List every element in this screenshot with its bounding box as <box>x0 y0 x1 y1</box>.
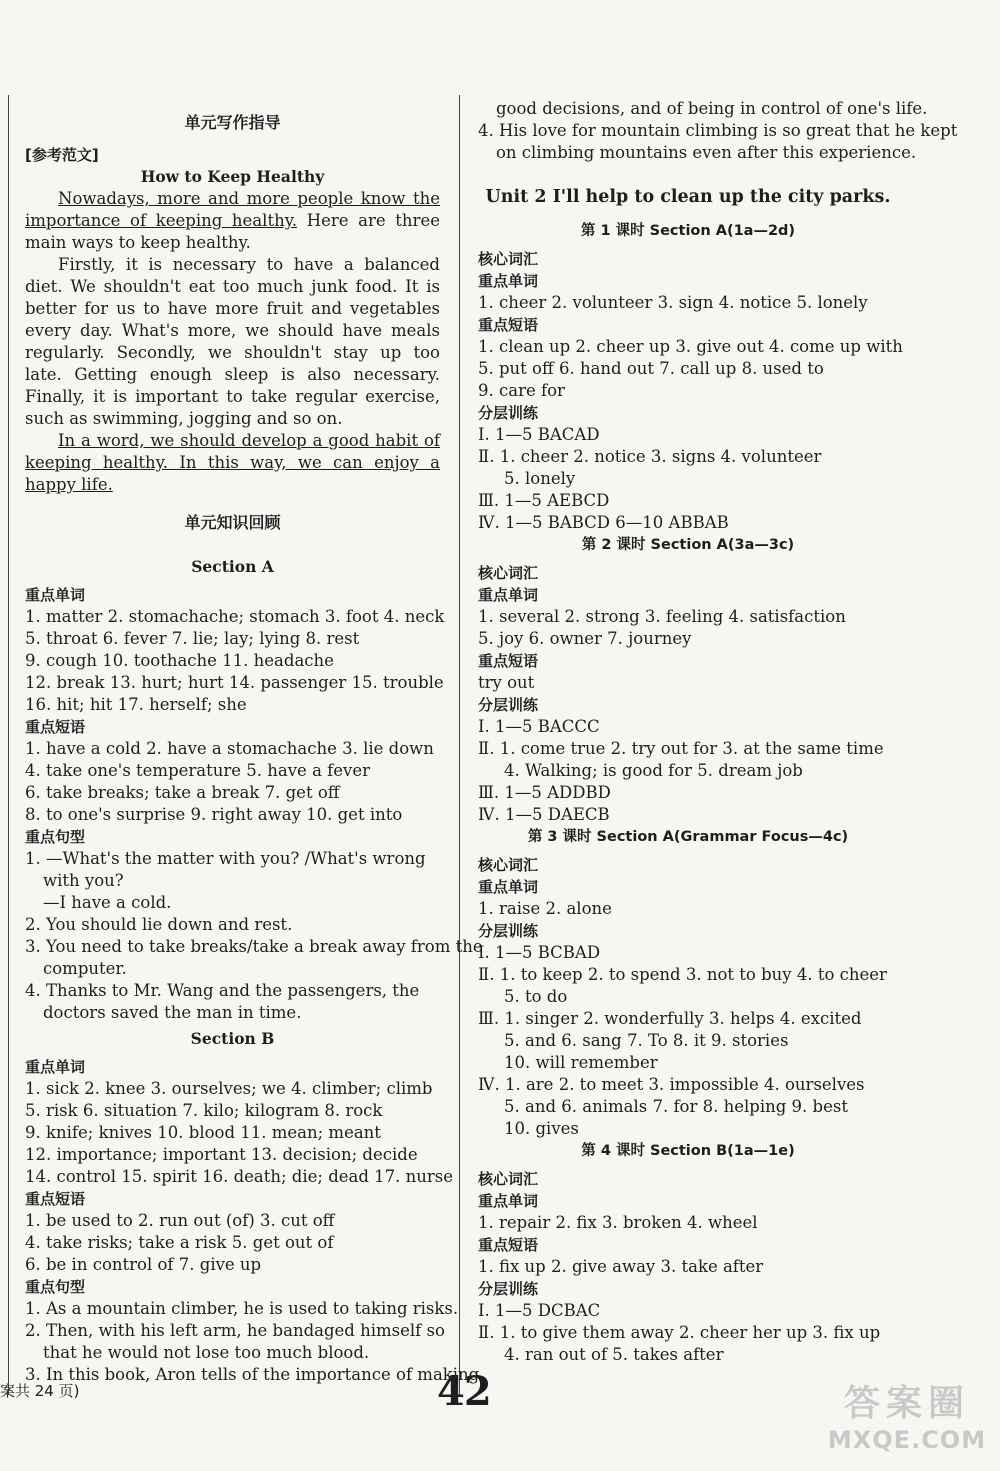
answer-line: 5. put off 6. hand out 7. call up 8. used to <box>478 359 824 378</box>
section-label: 核心词汇 <box>478 564 539 582</box>
essay-paragraph <box>25 430 440 496</box>
section-label: 分层训练 <box>478 404 539 422</box>
answer-line: try out <box>478 673 535 692</box>
answer-line: 12. importance; important 13. decision; decide <box>25 1145 418 1164</box>
answer-line: Ⅱ. 1. to give them away 2. cheer her up 3. fix up <box>478 1323 881 1342</box>
answer-line: 1. fix up 2. give away 3. take after <box>478 1257 764 1276</box>
right-column <box>478 98 958 1366</box>
sentence-line: 1. —What's the matter with you? /What's wrong <box>25 849 426 868</box>
sentence-line: 3. In this book, Aron tells of the importance of making <box>25 1365 480 1384</box>
sentence-line: that he would not lose too much blood. <box>43 1343 370 1362</box>
answer-line: 10. gives <box>504 1119 579 1138</box>
answer-line: 8. to one's surprise 9. right away 10. get into <box>25 805 403 824</box>
lesson-block <box>478 826 898 1140</box>
essay-underlined-sentence: Nowadays, more and more people know the importance of keeping healthy. <box>25 189 440 230</box>
answer-line: Ⅳ. 1—5 BABCD 6—10 ABBAB <box>478 513 729 532</box>
key-sentences-label: 重点句型 <box>25 828 86 846</box>
answer-line: 1. several 2. strong 3. feeling 4. satisfaction <box>478 607 846 626</box>
section-b-phrases <box>25 1210 440 1276</box>
answer-line: 14. control 15. spirit 16. death; die; dead 17. nurse <box>25 1167 454 1186</box>
answer-line: 9. cough 10. toothache 11. headache <box>25 651 334 670</box>
answer-line: 5. to do <box>504 987 568 1006</box>
answer-line: 4. ran out of 5. takes after <box>504 1345 724 1364</box>
essay-underlined-sentence: In a word, we should develop a good habit of keeping healthy. In this way, we can enjoy a happy life. <box>25 431 440 494</box>
answer-line: Ⅱ. 1. come true 2. try out for 3. at the same time <box>478 739 884 758</box>
writing-guide-title: 单元写作指导 <box>184 113 281 132</box>
section-label: 重点短语 <box>478 652 539 670</box>
knowledge-review-title: 单元知识回顾 <box>184 513 281 532</box>
answer-line: Ⅰ. 1—5 BCBAD <box>478 943 601 962</box>
previous-page-continuation <box>478 98 958 164</box>
answer-line: Ⅲ. 1. singer 2. wonderfully 3. helps 4. excited <box>478 1009 862 1028</box>
sentence-line: 2. You should lie down and rest. <box>25 915 293 934</box>
section-a-sentences <box>25 848 483 1024</box>
section-a-phrases <box>25 738 440 826</box>
site-watermark <box>818 1382 996 1454</box>
answer-line: 5. and 6. sang 7. To 8. it 9. stories <box>504 1031 789 1050</box>
lesson-title: 第 3 课时 Section A(Grammar Focus—4c) <box>527 829 849 845</box>
section-label: 核心词汇 <box>478 250 539 268</box>
lesson-block <box>478 1140 898 1366</box>
answer-line: 1. cheer 2. volunteer 3. sign 4. notice 5. lonely <box>478 293 868 312</box>
answer-line: 5. throat 6. fever 7. lie; lay; lying 8. rest <box>25 629 360 648</box>
section-label: 核心词汇 <box>478 856 539 874</box>
answer-line: 4. take risks; take a risk 5. get out of <box>25 1233 334 1252</box>
essay-paragraph <box>25 188 440 254</box>
watermark-logo-text: 答案圈 <box>843 1383 970 1424</box>
section-label: 重点单词 <box>478 1192 539 1210</box>
section-b-sentences <box>25 1298 480 1386</box>
lesson-block <box>478 534 898 826</box>
key-sentences-label: 重点句型 <box>25 1278 86 1296</box>
answer-line: 1. clean up 2. cheer up 3. give out 4. come up with <box>478 337 903 356</box>
sentence-line: 2. Then, with his left arm, he bandaged himself so <box>25 1321 445 1340</box>
lesson-title: 第 1 课时 Section A(1a—2d) <box>580 223 796 239</box>
section-b-heading: Section B <box>190 1029 275 1048</box>
essay-text: Here are three main ways to keep healthy. <box>25 211 440 252</box>
section-a-heading: Section A <box>191 557 274 576</box>
answer-line: 9. knife; knives 10. blood 11. mean; meant <box>25 1123 381 1142</box>
answer-line: 6. be in control of 7. give up <box>25 1255 262 1274</box>
key-words-label: 重点单词 <box>25 586 86 604</box>
sentence-line: with you? <box>43 871 124 890</box>
section-label: 分层训练 <box>478 922 539 940</box>
answer-line: 1. have a cold 2. have a stomachache 3. lie down <box>25 739 434 758</box>
answer-line: 1. repair 2. fix 3. broken 4. wheel <box>478 1213 758 1232</box>
answer-line: Ⅰ. 1—5 BACAD <box>478 425 600 444</box>
lesson-list <box>478 220 903 1366</box>
sentence-line: on climbing mountains even after this experience. <box>496 143 917 162</box>
essay-body <box>25 188 440 496</box>
section-label: 重点单词 <box>478 272 539 290</box>
page-total-label: 案共 24 页) <box>0 1382 80 1400</box>
sentence-line: 4. Thanks to Mr. Wang and the passengers, the <box>25 981 420 1000</box>
answer-line: Ⅰ. 1—5 DCBAC <box>478 1301 601 1320</box>
answer-line: 4. take one's temperature 5. have a fever <box>25 761 370 780</box>
left-column <box>25 98 483 1386</box>
lesson-title: 第 4 课时 Section B(1a—1e) <box>581 1143 795 1159</box>
answer-line: Ⅱ. 1. to keep 2. to spend 3. not to buy 4. to cheer <box>478 965 887 984</box>
answer-line: 1. sick 2. knee 3. ourselves; we 4. climber; climb <box>25 1079 433 1098</box>
sample-essay-tag: [参考范文] <box>25 146 99 164</box>
column-divider <box>459 95 460 1395</box>
answer-line: 1. be used to 2. run out (of) 3. cut off <box>25 1211 335 1230</box>
answer-line: 5. risk 6. situation 7. kilo; kilogram 8. rock <box>25 1101 383 1120</box>
section-b-words <box>25 1078 454 1188</box>
lesson-title: 第 2 课时 Section A(3a—3c) <box>581 537 795 553</box>
answer-line: 1. matter 2. stomachache; stomach 3. foot 4. neck <box>25 607 445 626</box>
answer-line: 10. will remember <box>504 1053 658 1072</box>
sentence-line: 4. His love for mountain climbing is so great that he kept <box>478 121 958 140</box>
section-a-words <box>25 606 445 716</box>
sentence-line: —I have a cold. <box>43 893 172 912</box>
section-label: 分层训练 <box>478 1280 539 1298</box>
answer-line: 1. raise 2. alone <box>478 899 612 918</box>
section-label: 重点短语 <box>478 316 539 334</box>
key-phrases-label: 重点短语 <box>25 1190 86 1208</box>
key-phrases-label: 重点短语 <box>25 718 86 736</box>
sentence-line: 3. You need to take breaks/take a break away from the <box>25 937 483 956</box>
unit-title: Unit 2 I'll help to clean up the city parks. <box>485 187 891 207</box>
answer-line: Ⅰ. 1—5 BACCC <box>478 717 600 736</box>
answer-line: 4. Walking; is good for 5. dream job <box>504 761 803 780</box>
left-margin-rule <box>8 95 9 1395</box>
answer-line: 16. hit; hit 17. herself; she <box>25 695 247 714</box>
key-words-label: 重点单词 <box>25 1058 86 1076</box>
answer-line: 5. joy 6. owner 7. journey <box>478 629 692 648</box>
essay-text: Firstly, it is necessary to have a balanced diet. We shouldn't eat too much junk food. It is better for us to have more fruit and vegetables every day. What's more, we should have meals regularly. Secondly, we shouldn't stay up too late. Getting enough sleep is also necessary. Finally, it is important to take regular exercise, such as swimming, jogging and so on. <box>25 255 440 428</box>
answer-line: Ⅱ. 1. cheer 2. notice 3. signs 4. volunteer <box>478 447 822 466</box>
sentence-line: 1. As a mountain climber, he is used to taking risks. <box>25 1299 459 1318</box>
watermark-url: MXQE.COM <box>827 1426 987 1454</box>
essay-title: How to Keep Healthy <box>140 167 325 186</box>
lesson-block <box>478 220 903 534</box>
answer-line: Ⅳ. 1. are 2. to meet 3. impossible 4. ourselves <box>478 1075 865 1094</box>
section-label: 重点单词 <box>478 586 539 604</box>
answer-line: Ⅲ. 1—5 AEBCD <box>478 491 610 510</box>
answer-line: 5. and 6. animals 7. for 8. helping 9. best <box>504 1097 848 1116</box>
section-label: 重点单词 <box>478 878 539 896</box>
answer-line: 6. take breaks; take a break 7. get off <box>25 783 340 802</box>
essay-paragraph <box>25 254 440 430</box>
answer-line: 9. care for <box>478 381 565 400</box>
answer-line: Ⅳ. 1—5 DAECB <box>478 805 610 824</box>
answer-line: Ⅲ. 1—5 ADDBD <box>478 783 611 802</box>
sentence-line: doctors saved the man in time. <box>43 1003 302 1022</box>
answer-line: 12. break 13. hurt; hurt 14. passenger 15. trouble <box>25 673 444 692</box>
sentence-line: computer. <box>43 959 127 978</box>
page-number: 42 <box>437 1368 491 1415</box>
answer-line: 5. lonely <box>504 469 576 488</box>
sentence-line: good decisions, and of being in control of one's life. <box>496 99 928 118</box>
section-label: 重点短语 <box>478 1236 539 1254</box>
section-label: 核心词汇 <box>478 1170 539 1188</box>
section-label: 分层训练 <box>478 696 539 714</box>
